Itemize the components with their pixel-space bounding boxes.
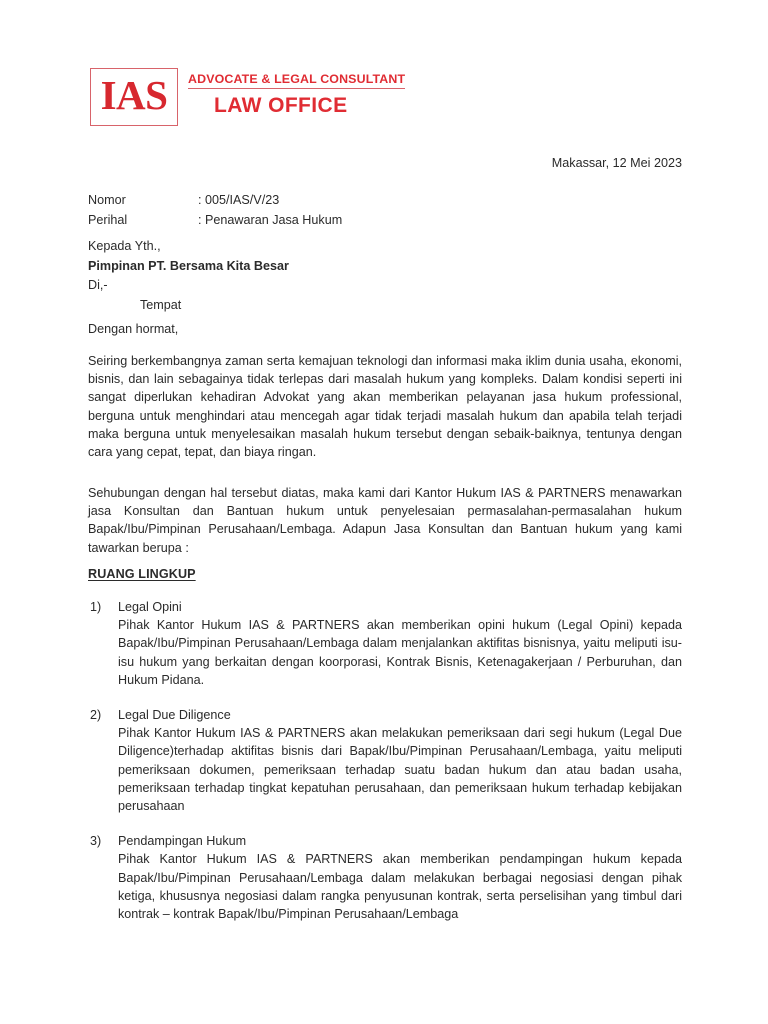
paragraph-offer: Sehubungan dengan hal tersebut diatas, maka kami dari Kantor Hukum IAS & PARTNERS menawarkan jasa Konsultan dan Bantuan hukum untuk penyelesaian permasalahan-permasalahan hukum Bapak/Ibu/Pimpinan Perusahaan/Lembaga. Adapun Jasa Konsultan dan Bantuan hukum yang kami tawarkan berupa : bbox=[88, 486, 682, 555]
reference-row-nomor bbox=[88, 190, 682, 210]
list-marker: 3) bbox=[90, 834, 102, 849]
list-item-body: Pihak Kantor Hukum IAS & PARTNERS akan melakukan pemeriksaan dari segi hukum (Legal Due Diligence)terhadap aktifitas bisnis dari Bapak/Ibu/Pimpinan Perusahaan/Lembaga, yaitu meliputi pemeriksaan dokumen, pemeriksaan terhadap suatu badan hukum dan atau badan usaha, pemeriksaan terhadap tingkat kepatuhan perusahaan, dan pemeriksaan hukum terhadap kebijakan perusahaan bbox=[118, 726, 682, 814]
letterhead-subtitle: LAW OFFICE bbox=[214, 94, 348, 117]
paragraph-intro: Seiring berkembangnya zaman serta kemajuan teknologi dan informasi maka iklim dunia usaha, ekonomi, bisnis, dan lain sebagainya tidak terlepas dari masalah hukum yang kompleks. Dalam kondisi seperti ini sangat diperlukan kehadiran Advokat yang akan memberikan pelayanan jasa hukum professional, berguna untuk menghindari atau mencegah agar tidak terjadi masalah hukum dan apabila telah terjadi maka berguna untuk menyelesaikan masalah hukum tersebut dengan sebaik-baiknya, tentunya dengan cara yang cepat, tepat, dan biaya ringan. bbox=[88, 354, 682, 460]
addressee-di: Di,- bbox=[88, 278, 108, 292]
reference-label-perihal: Perihal bbox=[88, 213, 128, 227]
addressee-salutation-line: Kepada Yth., bbox=[88, 239, 161, 253]
section-heading-ruang-lingkup: RUANG LINGKUP bbox=[88, 567, 196, 581]
date-line: Makassar, 12 Mei 2023 bbox=[551, 156, 682, 170]
letterhead-text bbox=[188, 70, 406, 118]
list-item-body: Pihak Kantor Hukum IAS & PARTNERS akan memberikan pendampingan hukum kepada Bapak/Ibu/Pimpinan Perusahaan/Lembaga dalam melakukan berbagai negosiasi dengan pihak ketiga, khususnya negosiasi dalam rangka penyusunan kontrak, serta perselisihan yang timbul dari kontrak – kontrak Bapak/Ibu/Pimpinan Perusahaan/Lembaga bbox=[118, 852, 682, 922]
reference-value-perihal: : Penawaran Jasa Hukum bbox=[198, 213, 343, 227]
addressee-tempat: Tempat bbox=[140, 297, 182, 312]
list-marker: 1) bbox=[90, 600, 102, 614]
addressee-company: Pimpinan PT. Bersama Kita Besar bbox=[88, 258, 289, 273]
list-item bbox=[88, 706, 682, 815]
list-item-title: Legal Opini bbox=[118, 600, 182, 614]
reference-label-nomor: Nomor bbox=[88, 193, 126, 207]
list-item-body: Pihak Kantor Hukum IAS & PARTNERS akan memberikan opini hukum (Legal Opini) kepada Bapak/Ibu/Pimpinan Perusahaan/Lembaga dalam menjalankan aktifitas bisnisnya, yaitu meliputi isu-isu hukum yang berkaitan dengan koorporasi, Kontrak Bisnis, Ketenagakerjaan / Perburuhan, dan Hukum Pidana. bbox=[118, 618, 682, 687]
salutation: Dengan hormat, bbox=[88, 322, 179, 336]
scope-list bbox=[88, 598, 682, 940]
reference-value-nomor: : 005/IAS/V/23 bbox=[198, 193, 280, 207]
list-item bbox=[88, 598, 682, 689]
list-item-title: Legal Due Diligence bbox=[118, 708, 231, 723]
ias-logo-box bbox=[90, 68, 178, 126]
list-item-title: Pendampingan Hukum bbox=[118, 834, 247, 849]
reference-block bbox=[88, 190, 682, 230]
letterhead bbox=[88, 66, 408, 136]
ias-logo-mark: IAS bbox=[100, 72, 168, 118]
reference-row-perihal bbox=[88, 210, 682, 230]
list-marker: 2) bbox=[90, 708, 102, 723]
list-item bbox=[88, 832, 682, 923]
letterhead-tagline: ADVOCATE & LEGAL CONSULTANT bbox=[188, 72, 405, 89]
addressee-block bbox=[88, 237, 682, 315]
